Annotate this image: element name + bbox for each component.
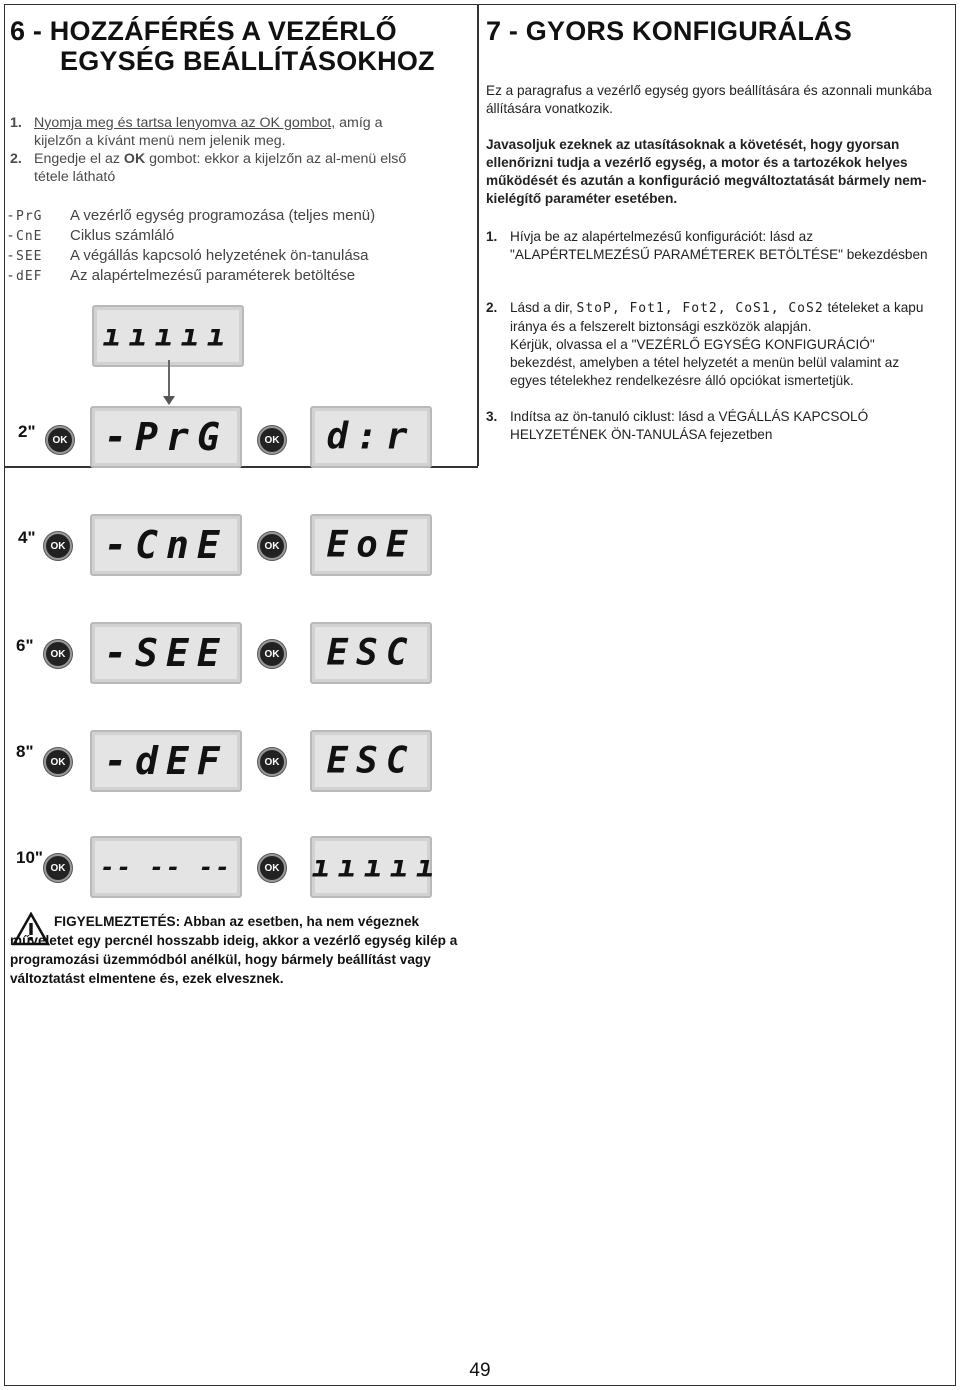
legend-item: - CnE Ciklus számláló — [8, 227, 175, 244]
warning-body: Abban az esetben, ha nem végeznek műveletet egy percnél hosszabb ideig, akkor a vezérlő egység kilép a programozási üzemmódból anélkül, hogy bármely beállítást vagy változtatást elmentene és, ezek elvesznek. — [10, 914, 458, 986]
section-7-heading: 7 - GYORS KONFIGURÁLÁS — [486, 16, 852, 46]
lcd-text: ESC — [326, 740, 416, 782]
legend-code: CnE — [16, 229, 43, 244]
item-text-more: Kérjük, olvassa el a "VEZÉRLŐ EGYSÉG KONFIGURÁCIÓ" bekezdést, amelyben a tétel helyzetét a menün belül valamint az egyes tételekhez rendelkezésre álló opciókat ismertetjük. — [510, 337, 900, 388]
legend-code: SEE — [16, 249, 43, 264]
lcd-submenu-display — [310, 514, 432, 576]
arrow-line — [168, 360, 170, 398]
item-text: Indítsa az ön-tanuló ciklust: lásd a VÉGÁLLÁS KAPCSOLÓ HELYZETÉNEK ÖN-TANULÁSA fejezetben — [510, 409, 869, 442]
item-text-post: tételeket a kapu iránya és a felszerelt biztonsági eszközök alapján. — [510, 300, 924, 334]
config-item-1 — [486, 228, 936, 264]
lcd-text: d:r — [326, 416, 416, 458]
section-6-heading-line1: 6 - HOZZÁFÉRÉS A VEZÉRLŐ — [10, 16, 397, 46]
step-text-line2: kijelzőn a kívánt menü nem jelenik meg. — [34, 133, 286, 149]
page-number: 49 — [469, 1360, 491, 1381]
ok-button-icon: OK — [258, 640, 286, 668]
hold-time-label: 10" — [16, 848, 43, 867]
arrow-down-icon — [163, 396, 175, 405]
ok-button-icon: OK — [44, 748, 72, 776]
column-divider — [477, 4, 479, 466]
ok-button-icon: OK — [258, 532, 286, 560]
step-text: gombot: ekkor a kijelzőn az al-menü első — [145, 151, 407, 167]
lcd-text: -CnE — [104, 523, 228, 567]
ok-word: OK — [123, 151, 146, 167]
steps-list — [10, 114, 440, 186]
legend-item: - SEE A végállás kapcsoló helyzetének ön-tanulása — [8, 247, 369, 264]
recommend-paragraph: Javasoljuk ezeknek az utasításoknak a követését, hogy gyorsan ellenőrizni tudja a vezérlő egység, a motor és a tartozékok helyes működését és azután a konfiguráció megváltoztatását bármely nem-kielégítő paraméter esetében. — [486, 137, 927, 206]
ok-button-icon: OK — [258, 426, 286, 454]
item-text-pre: Lásd a dir, — [510, 300, 577, 315]
lcd-menu-display — [90, 836, 242, 898]
lcd-text: -dEF — [104, 739, 228, 783]
hold-time-label: 2" — [18, 422, 36, 441]
warning-label: FIGYELMEZTETÉS: — [54, 914, 181, 929]
step-text-line2: tétele látható — [34, 169, 116, 185]
ok-button-icon: OK — [44, 854, 72, 882]
lcd-menu-display — [90, 514, 242, 576]
step-text: Nyomja meg és tartsa lenyomva az OK gombot, — [34, 115, 336, 131]
lcd-text: ESC — [326, 632, 416, 674]
lcd-menu-display — [90, 406, 242, 468]
lcd-submenu-display — [310, 622, 432, 684]
step-number: 2. — [10, 151, 22, 167]
lcd-text: -SEE — [104, 631, 228, 675]
step-text-cont: amíg a — [335, 115, 383, 131]
intro-paragraph: Ez a paragrafus a vezérlő egység gyors beállítására és azonnali munkába állítására vonatkozik. — [486, 83, 932, 116]
warning-text — [10, 912, 470, 988]
item-codes: StoP, Fot1, Fot2, CoS1, CoS2 — [576, 301, 824, 316]
lcd-text: -- -- -- — [100, 853, 232, 881]
lcd-text: ııııı — [312, 849, 443, 885]
step-1 — [10, 114, 440, 132]
legend-desc: Az alapértelmezésű paraméterek betöltése — [70, 267, 356, 284]
hold-time-label: 4" — [18, 528, 36, 547]
ok-button-icon: OK — [46, 426, 74, 454]
step-2 — [10, 150, 440, 168]
step-number: 1. — [10, 115, 22, 131]
lcd-text: ııııı — [102, 318, 234, 354]
lcd-idle-display — [92, 305, 244, 367]
menu-legend — [8, 206, 375, 286]
section-6-heading-line2: EGYSÉG BEÁLLÍTÁSOKHOZ — [60, 46, 435, 76]
lcd-text: -PrG — [104, 415, 228, 459]
ok-button-icon: OK — [44, 532, 72, 560]
legend-desc: A vezérlő egység programozása (teljes menü) — [70, 207, 376, 224]
lcd-submenu-display — [310, 836, 443, 898]
config-item-2 — [486, 299, 936, 390]
lcd-text: EoE — [326, 524, 416, 566]
step-text-pre: Engedje el az — [34, 151, 124, 167]
legend-item: - dEF Az alapértelmezésű paraméterek betöltése — [8, 267, 356, 284]
hold-time-label: 6" — [16, 636, 34, 655]
lcd-menu-display — [90, 730, 242, 792]
item-text: Hívja be az alapértelmezésű konfigurációt: lásd az "ALAPÉRTELMEZÉSŰ PARAMÉTEREK BETÖLTÉSE" bekezdésben — [510, 229, 928, 262]
legend-code: dEF — [16, 269, 43, 284]
lcd-menu-display — [90, 622, 242, 684]
legend-code: PrG — [16, 209, 43, 224]
legend-desc: Ciklus számláló — [70, 227, 175, 244]
item-number: 1. — [486, 229, 498, 244]
item-number: 3. — [486, 409, 498, 424]
lcd-submenu-display — [310, 730, 432, 792]
ok-button-icon: OK — [258, 854, 286, 882]
config-item-3 — [486, 408, 936, 444]
legend-desc: A végállás kapcsoló helyzetének ön-tanulása — [70, 247, 369, 264]
lcd-submenu-display — [310, 406, 432, 468]
hold-time-label: 8" — [16, 742, 34, 761]
legend-item: - PrG A vezérlő egység programozása (teljes menü) — [8, 207, 376, 224]
ok-button-icon: OK — [258, 748, 286, 776]
item-number: 2. — [486, 300, 498, 315]
ok-button-icon: OK — [44, 640, 72, 668]
